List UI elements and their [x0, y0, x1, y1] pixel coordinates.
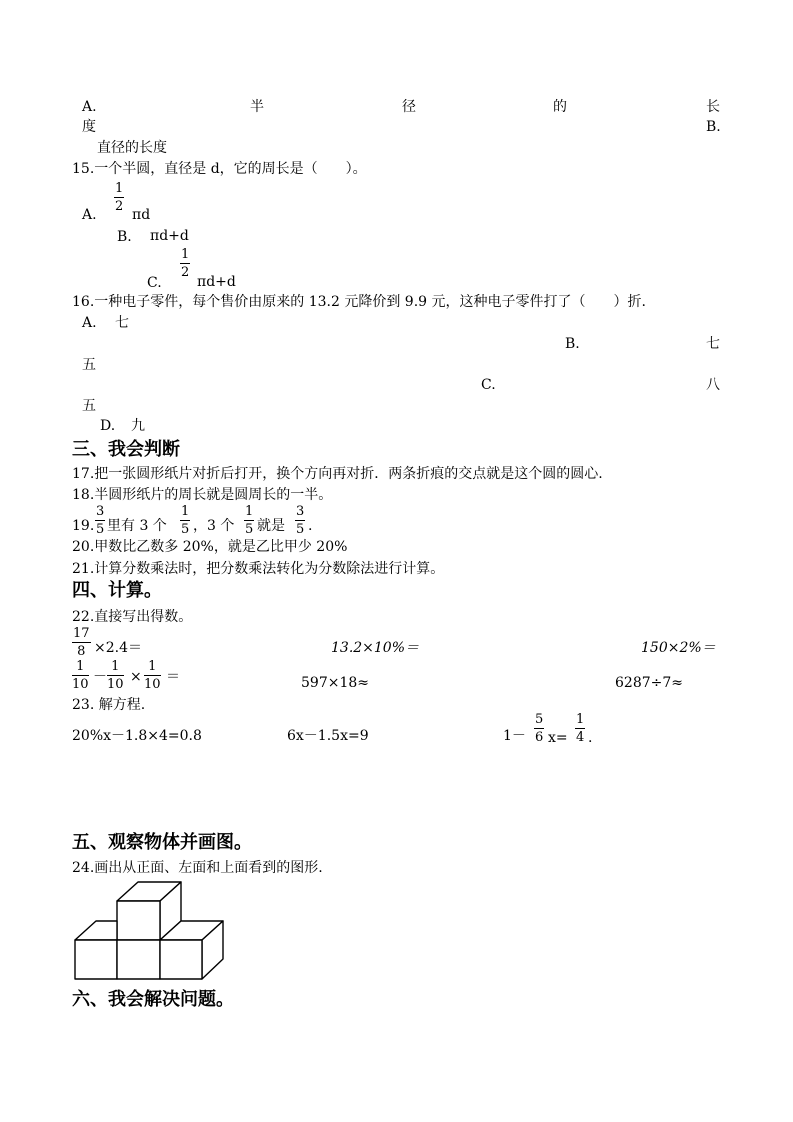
q16-option-c-label: C. — [481, 377, 496, 393]
q14-option-a-label: A. — [82, 99, 97, 115]
q23-text: 23. 解方程. — [72, 697, 146, 713]
equation-1: 20%x－1.8×4=0.8 — [72, 728, 202, 744]
fraction-numerator: 1 — [107, 660, 124, 676]
equation-3-fraction-2 — [575, 713, 585, 744]
calc-2: 13.2×10%＝ — [331, 640, 420, 656]
q16-option-c-text: 八 — [706, 377, 720, 393]
fraction-numerator: 1 — [115, 181, 124, 196]
section-4-title: 四、计算。 — [72, 580, 162, 601]
fraction-denominator: 4 — [576, 730, 585, 745]
calc-1-fraction — [72, 627, 91, 658]
cube-figure — [72, 876, 228, 986]
q14-option-b-text: 直径的长度 — [97, 140, 167, 156]
calc-4-fraction-3 — [144, 660, 161, 691]
q19-fraction-1 — [95, 505, 105, 536]
q16-stem: 16.一种电子零件，每个售价由原来的 13.2 元降价到 9.9 元，这种电子零件打了（ ）折. — [72, 294, 646, 310]
section-5-title: 五、观察物体并画图。 — [72, 832, 252, 853]
q24-text: 24.画出从正面、左面和上面看到的图形. — [72, 860, 323, 876]
q14-option-a-tail: 度 — [82, 119, 96, 135]
q16-option-b-tail: 五 — [82, 357, 96, 373]
calc-6: 6287÷7≈ — [615, 675, 683, 691]
fraction-denominator: 8 — [77, 644, 86, 659]
equation-3-part-a: 1－ — [503, 728, 526, 744]
fraction-numerator: 1 — [72, 660, 89, 676]
equation-3-part-b: x= — [548, 730, 568, 746]
q15-option-b-text: πd+d — [150, 228, 189, 244]
bottom-middle-front-face — [117, 940, 160, 979]
fraction-numerator: 1 — [181, 247, 190, 262]
q19-text-4: . — [308, 518, 313, 534]
calc-4-equals: ＝ — [166, 669, 180, 685]
calc-4-op-1: － — [93, 669, 107, 685]
q14-option-a-char: 径 — [402, 99, 416, 115]
fraction-denominator: 10 — [107, 677, 124, 692]
bottom-left-front-face — [75, 940, 117, 979]
fraction-denominator: 2 — [115, 199, 124, 214]
section-3-title: 三、我会判断 — [72, 439, 180, 460]
q16-option-d-text: 九 — [131, 418, 145, 434]
section-6-title: 六、我会解决问题。 — [72, 989, 234, 1010]
bottom-right-front-face — [160, 940, 202, 979]
calc-3: 150×2%＝ — [641, 640, 716, 656]
q15-option-c-rest: πd+d — [197, 274, 236, 290]
q15-option-c-fraction — [180, 248, 190, 279]
q21-text: 21.计算分数乘法时，把分数乘法转化为分数除法进行计算。 — [72, 561, 445, 577]
fraction-denominator: 6 — [535, 730, 544, 745]
bottom-left-top-face — [75, 921, 117, 940]
q14-option-b-label: B. — [706, 119, 721, 135]
fraction-numerator: 1 — [576, 712, 585, 727]
fraction-denominator: 5 — [296, 522, 305, 537]
q14-option-a-char: 的 — [553, 99, 567, 115]
q22-text: 22.直接写出得数。 — [72, 609, 193, 625]
calc-4-fraction-1 — [72, 660, 89, 691]
equation-3-part-c: . — [588, 730, 593, 746]
fraction-denominator: 10 — [72, 677, 89, 692]
q19-fraction-3 — [244, 505, 254, 536]
q19-text-1: 里有 3 个 — [107, 518, 167, 534]
equation-3-fraction-1 — [534, 713, 544, 744]
equation-2: 6x－1.5x=9 — [287, 728, 369, 744]
q15-stem: 15.一个半圆，直径是 d，它的周长是（ ）。 — [72, 161, 367, 177]
fraction-numerator: 3 — [296, 504, 305, 519]
fraction-numerator: 5 — [535, 712, 544, 727]
q16-option-a-label: A. — [82, 315, 97, 331]
q15-option-b-label: B. — [117, 229, 132, 245]
q16-option-d-label: D. — [100, 418, 116, 434]
q15-option-a-label: A. — [82, 207, 97, 223]
q16-option-b-label: B. — [565, 336, 580, 352]
q15-option-a-fraction — [114, 182, 124, 213]
q19-text-2: ，3 个 — [193, 518, 235, 534]
fraction-denominator: 5 — [181, 522, 190, 537]
calc-5: 597×18≈ — [301, 675, 369, 691]
fraction-numerator: 3 — [96, 504, 105, 519]
q17-text: 17.把一张圆形纸片对折后打开，换个方向再对折．两条折痕的交点就是这个圆的圆心. — [72, 466, 603, 482]
q18-text: 18.半圆形纸片的周长就是圆周长的一半。 — [72, 487, 333, 503]
q14-option-a-char: 半 — [250, 99, 264, 115]
q20-text: 20.甲数比乙数多 20%，就是乙比甲少 20% — [72, 539, 348, 555]
fraction-denominator: 10 — [144, 677, 161, 692]
q15-option-c-label: C. — [147, 275, 162, 291]
fraction-numerator: 17 — [73, 626, 90, 641]
fraction-denominator: 5 — [245, 522, 254, 537]
q19-text-3: 就是 — [257, 518, 285, 534]
q19-fraction-2 — [180, 505, 190, 536]
q19-fraction-4 — [295, 505, 305, 536]
q14-option-a-char: 长 — [706, 99, 720, 115]
q16-option-a-text: 七 — [115, 315, 129, 331]
fraction-denominator: 2 — [181, 265, 190, 280]
q16-option-c-tail: 五 — [82, 398, 96, 414]
q19-prefix: 19. — [72, 518, 95, 534]
q15-option-a-rest: πd — [132, 207, 151, 223]
fraction-numerator: 1 — [245, 504, 254, 519]
calc-1-rest: ×2.4＝ — [94, 640, 142, 656]
fraction-denominator: 5 — [96, 522, 105, 537]
top-cube-front-face — [117, 901, 160, 940]
calc-4-op-2: × — [130, 669, 142, 685]
calc-4-fraction-2 — [107, 660, 124, 691]
fraction-numerator: 1 — [144, 660, 161, 676]
q16-option-b-text: 七 — [706, 336, 720, 352]
fraction-numerator: 1 — [181, 504, 190, 519]
